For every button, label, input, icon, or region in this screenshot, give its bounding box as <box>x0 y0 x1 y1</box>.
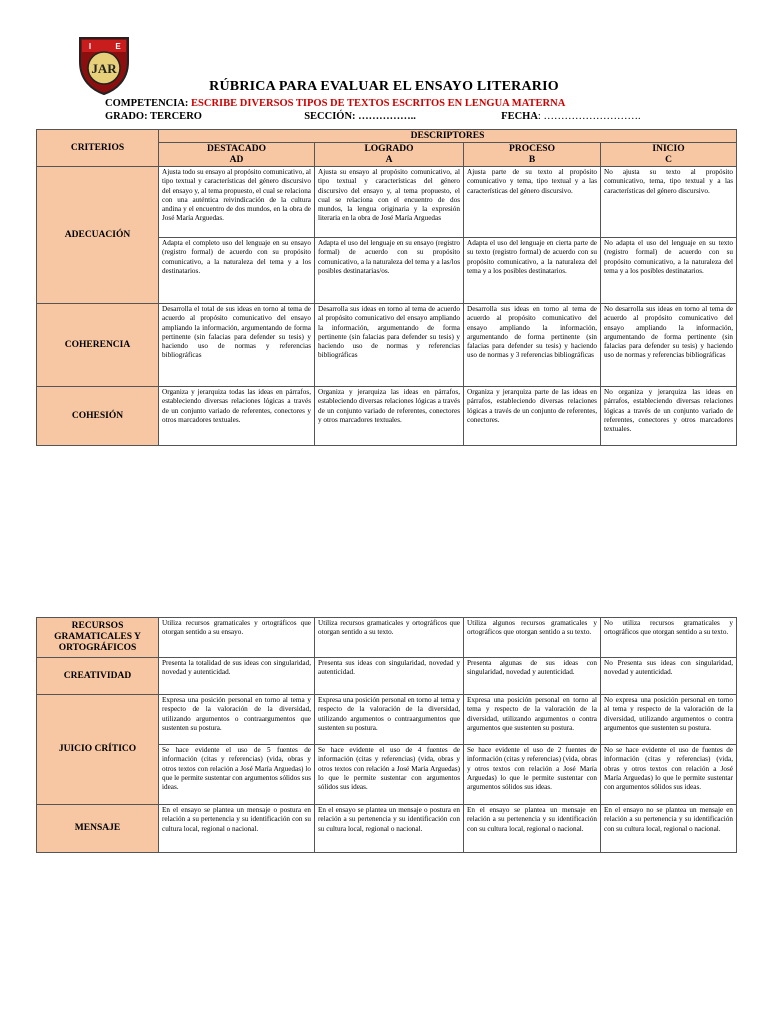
descriptor-cell: No adapta el uso del lenguaje en su texto (registro formal) de acuerdo con su propósito comunicativo, a la naturaleza del tema y a los posibles destinatarios. <box>601 238 737 304</box>
descriptor-cell: Adapta el uso del lenguaje en cierta parte de su texto (registro formal) de acuerdo con su propósito comunicativo, a la naturaleza del tema y a los posibles destinatarios. <box>464 238 601 304</box>
descriptor-cell: No ajusta su texto al propósito comunicativo, tema, tipo textual y a las características del género discursivo. <box>601 167 737 238</box>
competencia-label: COMPETENCIA: <box>105 98 189 109</box>
descriptor-cell: Expresa una posición personal en torno al tema y respecto de la valoración de la diversidad, utilizando argumentos o contraargumentos que sustenten su postura. <box>159 695 315 745</box>
criterion-cohesion: COHESIÓN <box>37 387 159 446</box>
descriptor-cell: Adapta el completo uso del lenguaje en su ensayo (registro formal) de acuerdo con su propósito comunicativo, a la naturaleza del tema y a los destinatarios. <box>159 238 315 304</box>
competencia-value: ESCRIBE DIVERSOS TIPOS DE TEXTOS ESCRITOS EN LENGUA MATERNA <box>191 98 566 109</box>
descriptor-cell: No desarrolla sus ideas en torno al tema de acuerdo al propósito comunicativo del ensayo ampliando la información, argumentando de forma pertinente (sin falacias para defender su tesis) y haciendo uso de normas y referencias bibliográficas <box>601 304 737 387</box>
level-header-logrado: LOGRADO A <box>315 143 464 167</box>
table-row <box>37 658 737 695</box>
descriptor-cell: En el ensayo se plantea un mensaje en relación a su pertenencia y su identificación con su cultura local, regional o nacional. <box>464 805 601 853</box>
descriptor-cell: Se hace evidente el uso de 4 fuentes de información (citas y referencias) (vida, obras y otros textos con relación a José María Arguedas) lo que le permite sustentar con argumentos sólidos sus ideas. <box>315 745 464 805</box>
descriptor-cell: Organiza y jerarquiza las ideas en párrafos, estableciendo diversas relaciones lógicas a través de un conjunto variado de referentes, conectores y otros marcadores textuales. <box>315 387 464 446</box>
logo-letter-i: I <box>88 42 92 51</box>
descriptor-cell: Presenta sus ideas con singularidad, novedad y autenticidad. <box>315 658 464 695</box>
table-row <box>37 805 737 853</box>
rubric-table-continued <box>36 617 737 853</box>
rubric-table-main <box>36 129 737 446</box>
descriptor-cell: Se hace evidente el uso de 5 fuentes de información (citas y referencias) (vida, obras y otros textos con relación a José María Arguedas) lo que le permite sustentar con argumentos sólidos sus ideas. <box>159 745 315 805</box>
seccion-label: SECCIÓN: …………….. <box>304 111 416 122</box>
level-header-destacado: DESTACADO AD <box>159 143 315 167</box>
descriptor-cell: Utiliza algunos recursos gramaticales y ortográficos que otorgan sentido a su texto. <box>464 618 601 658</box>
descriptor-cell: Organiza y jerarquiza parte de las ideas en párrafos, estableciendo diversas relaciones lógicas a través de un conjunto de referentes, conectores. <box>464 387 601 446</box>
descriptor-cell: Presenta algunas de sus ideas con singularidad, novedad y autenticidad. <box>464 658 601 695</box>
descriptor-cell: Desarrolla el total de sus ideas en torno al tema de acuerdo al propósito comunicativo del ensayo ampliando la información, argumentando de forma pertinente (sin falacias para defender su tesis) y haciendo uso de normas y referencias bibliográficas <box>159 304 315 387</box>
criterion-mensaje: MENSAJE <box>37 805 159 853</box>
descriptor-cell: No se hace evidente el uso de fuentes de información (citas y referencias) (vida, obras y otros textos con relación a José María Arguedas) lo que le permite sustentar con argumentos sólidos sus ideas. <box>601 745 737 805</box>
fecha-label: FECHA <box>501 111 538 122</box>
logo-letter-e: E <box>115 42 121 51</box>
table-row <box>37 167 737 238</box>
descriptor-cell: Utiliza recursos gramaticales y ortográficos que otorgan sentido a su texto. <box>315 618 464 658</box>
criterion-juicio-critico: JUICIO CRÍTICO <box>37 695 159 805</box>
descriptor-cell: No expresa una posición personal en torno al tema y respecto de la valoración de la diversidad, utilizando argumentos o contra argumentos que sustenten su postura. <box>601 695 737 745</box>
logo-monogram: JAR <box>91 61 117 76</box>
descriptor-cell: Desarrolla sus ideas en torno al tema de acuerdo al propósito comunicativo del ensayo ampliando la información, argumentando de forma pertinente (sin falacias para defender su tesis) y haciendo uso de normas y referencias bibliográficas <box>315 304 464 387</box>
table-row <box>37 304 737 387</box>
descriptor-cell: Ajusta su ensayo al propósito comunicativo, al tipo textual y características del género discursivo del ensayo y, al tema propuesto, el cual se relaciona con el encuentro de dos mundos, la lengua originaria y la expresión literaria en la obra de José María Arguedas <box>315 167 464 238</box>
criterion-coherencia: COHERENCIA <box>37 304 159 387</box>
descriptor-cell: Ajusta todo su ensayo al propósito comunicativo, al tipo textual y características del género discursivo del ensayo y, al tema propuesto, el cual se relaciona con una auténtica reivindicación de la cultura andina y el encuentro de dos mundos, en la obra de José María Arguedas. <box>159 167 315 238</box>
level-header-inicio: INICIO C <box>601 143 737 167</box>
descriptores-header: DESCRIPTORES <box>159 130 737 143</box>
competencia-line <box>105 98 565 109</box>
descriptor-cell: Ajusta parte de su texto al propósito comunicativo y tema, tipo textual y a las características del género discursivo. <box>464 167 601 238</box>
fecha-value: : ………………………. <box>537 111 641 122</box>
descriptor-cell: En el ensayo se plantea un mensaje o postura en relación a su pertenencia y su identificación con su cultura local, regional o nacional. <box>159 805 315 853</box>
descriptor-cell: Organiza y jerarquiza todas las ideas en párrafos, estableciendo diversas relaciones lógicas a través de un conjunto variado de referentes, conectores y otros marcadores textuales. <box>159 387 315 446</box>
level-header-proceso: PROCESO B <box>464 143 601 167</box>
descriptor-cell: No Presenta sus ideas con singularidad, novedad y autenticidad. <box>601 658 737 695</box>
criterios-header: CRITERIOS <box>37 130 159 167</box>
descriptor-cell: Adapta el uso del lenguaje en su ensayo (registro formal) de acuerdo con su propósito comunicativo, a la naturaleza del tema y a las/los posibles destinatarias/os. <box>315 238 464 304</box>
criterion-recursos: RECURSOS GRAMATICALES Y ORTOGRÁFICOS <box>37 618 159 658</box>
descriptor-cell: Se hace evidente el uso de 2 fuentes de información (citas y referencias) (vida, obras y otros textos con relación a José María Arguedas) lo que le permite sustentar con argumentos sólidos sus ideas. <box>464 745 601 805</box>
descriptor-cell: En el ensayo no se plantea un mensaje en relación a su pertenencia y su identificación con su cultura local, regional o nacional. <box>601 805 737 853</box>
criterion-adecuacion: ADECUACIÓN <box>37 167 159 304</box>
descriptor-cell: En el ensayo se plantea un mensaje o postura en relación a su pertenencia y su identificación con su cultura local, regional o nacional. <box>315 805 464 853</box>
descriptor-cell: Expresa una posición personal en torno al tema y respecto de la valoración de la diversidad, utilizando argumentos o contraargumentos que sustenten su postura. <box>315 695 464 745</box>
descriptor-cell: Utiliza recursos gramaticales y ortográficos que otorgan sentido a su ensayo. <box>159 618 315 658</box>
table-row <box>37 618 737 658</box>
descriptor-cell: No utiliza recursos gramaticales y ortográficos que otorgan sentido a su texto. <box>601 618 737 658</box>
table-row <box>37 695 737 745</box>
grado-label: GRADO: TERCERO <box>105 111 202 122</box>
grado-line <box>105 111 641 122</box>
document-title: RÚBRICA PARA EVALUAR EL ENSAYO LITERARIO <box>209 79 559 94</box>
criterion-creatividad: CREATIVIDAD <box>37 658 159 695</box>
descriptor-cell: Desarrolla sus ideas en torno al tema de acuerdo al propósito comunicativo del ensayo ampliando la información, argumentando de forma pertinente (sin falacias para defender su tesis) y haciendo uso de normas y 3 referencias bibliográficas <box>464 304 601 387</box>
table-row <box>37 387 737 446</box>
descriptor-cell: No organiza y jerarquiza las ideas en párrafos, estableciendo diversas relaciones lógicas a través de un conjunto variado de referentes, conectores y otros marcadores textuales. <box>601 387 737 446</box>
descriptor-cell: Presenta la totalidad de sus ideas con singularidad, novedad y autenticidad. <box>159 658 315 695</box>
descriptor-cell: Expresa una posición personal en torno al tema y respecto de la valoración de la diversidad, utilizando argumentos o contra argumentos que sustenten su postura. <box>464 695 601 745</box>
